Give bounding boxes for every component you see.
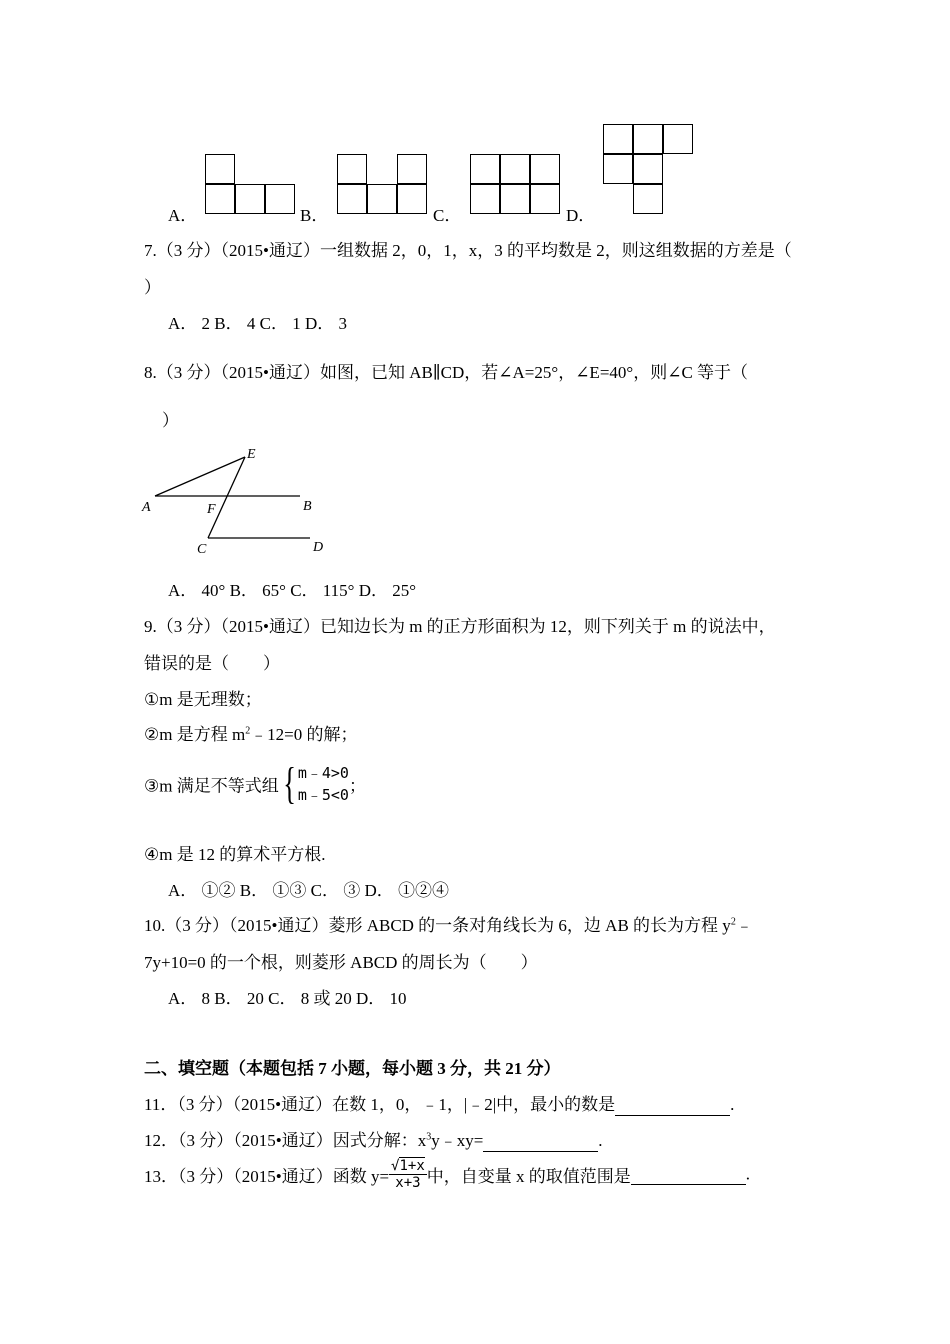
- q8-line1: 8.（3 分）（2015•通辽）如图，已知 AB∥CD，若∠A=25°，∠E=40°，则∠C 等于（: [144, 363, 749, 382]
- net-square: [633, 124, 663, 154]
- net-square: [265, 184, 295, 214]
- q10-line2: 7y+10=0 的一个根，则菱形 ABCD 的周长为（ ）: [144, 953, 538, 972]
- q12-end: .: [598, 1131, 603, 1150]
- net-square: [205, 184, 235, 214]
- q9-statement-4: ④m 是 12 的算术平方根.: [144, 845, 326, 864]
- question-13: [144, 1158, 750, 1191]
- q6-option-c-label: C．: [433, 206, 462, 225]
- net-square: [500, 154, 530, 184]
- q7-line2: ）: [144, 278, 161, 297]
- q8-geometry-figure: [140, 440, 340, 562]
- net-square: [530, 184, 560, 214]
- q13-end: .: [745, 1164, 751, 1184]
- q13-numerator: [389, 1158, 427, 1175]
- q9-s3-pre: ③m 满足不等式组: [144, 776, 279, 796]
- inequality-system: [298, 762, 349, 806]
- q9-options: A． ①② B． ①③ C． ③ D． ①②④: [168, 881, 449, 900]
- q13-fraction: [389, 1158, 427, 1191]
- q7-line1: 7.（3 分）（2015•通辽）一组数据 2，0，1，x，3 的平均数是 2，则这组数据的方差是（: [144, 241, 792, 260]
- q13-pre: 13．（3 分）（2015•通辽）函数 y=: [144, 1167, 390, 1186]
- q13-post: 中，自变量 x 的取值范围是: [426, 1167, 631, 1186]
- label-e: E: [247, 447, 256, 462]
- q12-post: y﹣xy=: [431, 1131, 484, 1150]
- net-square: [337, 184, 367, 214]
- q10-line1-pre: 10.（3 分）（2015•通辽）菱形 ABCD 的一条对角线长为 6，边 AB 的长为方程 y: [144, 916, 731, 935]
- question-11: [144, 1090, 734, 1116]
- net-square: [470, 184, 500, 214]
- label-a: A: [142, 500, 151, 515]
- q13-denominator: x+3: [395, 1175, 421, 1191]
- question-12: [144, 1126, 603, 1152]
- q6-option-a-label: A．: [168, 206, 198, 225]
- q13-radicand: 1+x: [399, 1158, 425, 1174]
- left-brace-icon: {: [282, 759, 296, 808]
- q9-s2-post: ﹣12=0 的解；: [250, 725, 358, 744]
- answer-blank: [615, 1095, 730, 1116]
- segment-ae: [155, 457, 245, 496]
- q9-s2-sup: 2: [245, 725, 251, 737]
- label-f: F: [207, 502, 216, 517]
- section-2-title: 二、填空题（本题包括 7 小题，每小题 3 分，共 21 分）: [144, 1059, 561, 1078]
- net-square: [205, 154, 235, 184]
- q7-options: A． 2 B． 4 C． 1 D． 3: [168, 314, 347, 333]
- inequality-1: m﹣4>0: [297, 764, 349, 782]
- net-square: [633, 184, 663, 214]
- net-square: [337, 154, 367, 184]
- q11-end: .: [730, 1095, 735, 1114]
- q8-options: A． 40° B． 65° C． 115° D． 25°: [168, 581, 417, 600]
- net-square: [397, 184, 427, 214]
- net-square: [235, 184, 265, 214]
- q8-line2: ）: [162, 411, 179, 430]
- q6-option-d-label: D．: [566, 206, 596, 225]
- q9-line2: 错误的是（ ）: [144, 654, 280, 673]
- answer-blank: [483, 1131, 598, 1152]
- net-square: [663, 124, 693, 154]
- answer-blank: [631, 1164, 746, 1185]
- q10-line1-sup: 2: [730, 916, 736, 928]
- net-square: [603, 124, 633, 154]
- inequality-2: m﹣5<0: [297, 786, 349, 804]
- label-d: D: [313, 540, 324, 555]
- q9-s3-post: ；: [348, 776, 366, 796]
- q9-s2-pre: ②m 是方程 m: [144, 725, 246, 744]
- label-c: C: [197, 542, 207, 557]
- net-square: [633, 154, 663, 184]
- q10-line1: [144, 911, 753, 936]
- q12-sup: 3: [426, 1131, 432, 1143]
- net-square: [500, 184, 530, 214]
- sqrt-icon: √: [391, 1158, 400, 1174]
- q9-statement-3: [144, 759, 366, 808]
- q9-statement-2: [144, 720, 358, 745]
- net-square: [367, 184, 397, 214]
- segment-ec: [208, 457, 245, 538]
- q9-line1: 9.（3 分）（2015•通辽）已知边长为 m 的正方形面积为 12，则下列关于 m 的说法中，: [144, 617, 776, 636]
- q12-pre: 12．（3 分）（2015•通辽）因式分解：x: [144, 1131, 427, 1150]
- net-square: [470, 154, 500, 184]
- net-square: [603, 154, 633, 184]
- net-square: [530, 154, 560, 184]
- q6-option-b-label: B．: [300, 206, 329, 225]
- label-b: B: [303, 499, 312, 514]
- q11-text: 11．（3 分）（2015•通辽）在数 1，0，﹣1，|﹣2|中，最小的数是: [144, 1095, 616, 1114]
- q10-options: A． 8 B． 20 C． 8 或 20 D． 10: [168, 989, 407, 1008]
- q9-statement-1: ①m 是无理数；: [144, 690, 262, 709]
- net-square: [397, 154, 427, 184]
- q10-line1-post: ﹣: [735, 916, 753, 935]
